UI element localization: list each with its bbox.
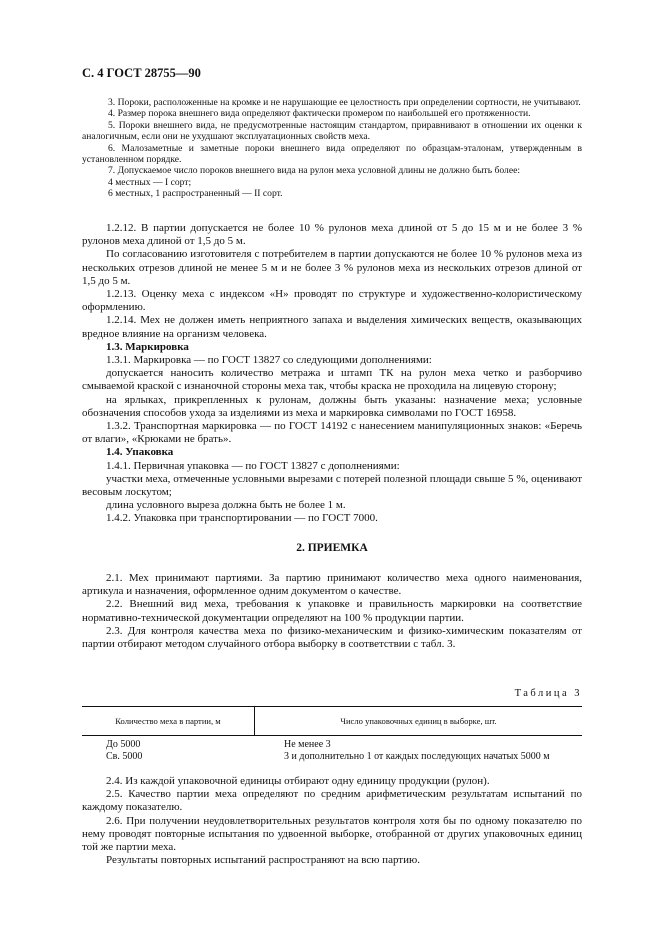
paragraph: Результаты повторных испытаний распространяют на всю партию.	[106, 854, 420, 867]
paragraph: длина условного выреза должна быть не более 1 м.	[106, 499, 346, 512]
table-header-cell: Количество меха в партии, м	[82, 707, 255, 735]
paragraph: допускается наносить количество метража и штамп ТК на рулон меха четко и разборчиво смываемой краской с изнаночной стороны меха так, чтобы краска не проходила на лицевую сторону;	[82, 367, 582, 393]
defect-note: 7. Допускаемое число пороков внешнего вида на рулон меха условной длины не должно быть более:	[108, 165, 521, 177]
table-cell: Не менее 3	[284, 739, 331, 750]
paragraph: участки меха, отмеченные условными вырезами с потерей полезной площади свыше 5 %, оценивают весовым лоскутом;	[82, 472, 582, 499]
body-top	[82, 222, 582, 526]
table-header	[82, 707, 582, 735]
paragraph: 2.6. При получении неудовлетворительных результатов контроля хотя бы по одному показателю по нему проводят повторные испытания по удвоенной выборке, отобранной от других упаковочных единиц той же партии меха.	[82, 814, 582, 854]
paragraph: на ярлыках, прикрепленных к рулонам, должны быть указаны: назначение меха; условные обозначения способов ухода за изделиями из меха и маркировка символами по ГОСТ 16958.	[82, 393, 582, 419]
paragraph: 1.3.1. Маркировка — по ГОСТ 13827 со следующими дополнениями:	[106, 354, 432, 367]
paragraph: 2.3. Для контроля качества меха по физико-механическим и физико-химическим показателям от партии отбирают методом случайного отбора выборку в соответствии с табл. 3.	[82, 624, 582, 651]
subsection-title: 1.4. Упаковка	[106, 446, 174, 459]
table-header-cell: Число упаковочных единиц в выборке, шт.	[340, 716, 497, 726]
table-row	[82, 739, 582, 751]
paragraph: 2.1. Мех принимают партиями. За партию принимают количество меха одного наименования, артикула и назначения, оформленное одним документом о качестве.	[82, 572, 582, 598]
defects-notes	[82, 97, 582, 200]
table-caption: Таблица 3	[514, 688, 582, 699]
table-cell: Св. 5000	[106, 750, 143, 762]
paragraph: 1.2.12. В партии допускается не более 10 % рулонов меха длиной от 5 до 15 м и не более 3 % рулонов меха длиной от 1,5 до 5 м.	[82, 222, 582, 248]
after-table-body	[82, 775, 582, 867]
defect-note: 4. Размер порока внешнего вида определяют фактически промером по наибольшей его протяженности.	[108, 108, 531, 120]
defect-note: 5. Пороки внешнего вида, не предусмотренные настоящим стандартом, приравнивают в отношении их оценки к аналогичным, если они не ухудшают эксплуатационных свойств меха.	[82, 119, 582, 143]
table-row	[82, 751, 582, 763]
section-title: 2. ПРИЕМКА	[296, 542, 368, 554]
paragraph: 1.4.1. Первичная упаковка — по ГОСТ 13827 с дополнениями:	[106, 459, 400, 472]
paragraph: 1.3.2. Транспортная маркировка — по ГОСТ 14192 с нанесением манипуляционных знаков: «Беречь от влаги», «Крюками не брать».	[82, 420, 582, 446]
paragraph: 2.5. Качество партии меха определяют по средним арифметическим результатам испытаний по каждому показателю.	[82, 788, 582, 814]
subsection-title: 1.3. Маркировка	[106, 340, 189, 353]
section2-body	[82, 572, 582, 651]
paragraph: 1.2.14. Мех не должен иметь неприятного запаха и выделения химических веществ, оказывающих вредное влияние на организм человека.	[82, 314, 582, 340]
table-cell: До 5000	[106, 739, 141, 750]
defect-note: 6. Малозаметные и заметные пороки внешнего вида определяют по образцам-эталонам, утвержденным в установленном порядке.	[82, 142, 582, 166]
paragraph: 1.2.13. Оценку меха с индексом «Н» проводят по структуре и художественно-колористическому оформлению.	[82, 288, 582, 314]
paragraph: 2.4. Из каждой упаковочной единицы отбирают одну единицу продукции (рулон).	[106, 775, 490, 787]
table-3	[82, 706, 582, 762]
defect-note: 3. Пороки, расположенные на кромке и не нарушающие ее целостность при определении сортности, не учитывают.	[108, 97, 581, 108]
page-header: С. 4 ГОСТ 28755—90	[82, 66, 201, 80]
table-cell: 3 и дополнительно 1 от каждых последующих начатых 5000 м	[284, 750, 550, 762]
paragraph: 1.4.2. Упаковка при транспортировании — по ГОСТ 7000.	[106, 512, 378, 525]
defect-limit: 6 местных, 1 распространенный — II сорт.	[108, 188, 283, 200]
paragraph: По согласованию изготовителя с потребителем в партии допускаются не более 10 % рулонов меха из нескольких отрезов длиной не менее 5 м и не более 3 % рулонов меха из нескольких отрезов длиной от 1,5 до 5 м.	[82, 248, 582, 287]
defect-limit: 4 местных — I сорт;	[108, 176, 192, 188]
table-body	[82, 736, 582, 762]
paragraph: 2.2. Внешний вид меха, требования к упаковке и правильность маркировки на соответствие нормативно-технической документации определяют на 100 % продукции партии.	[82, 598, 582, 624]
